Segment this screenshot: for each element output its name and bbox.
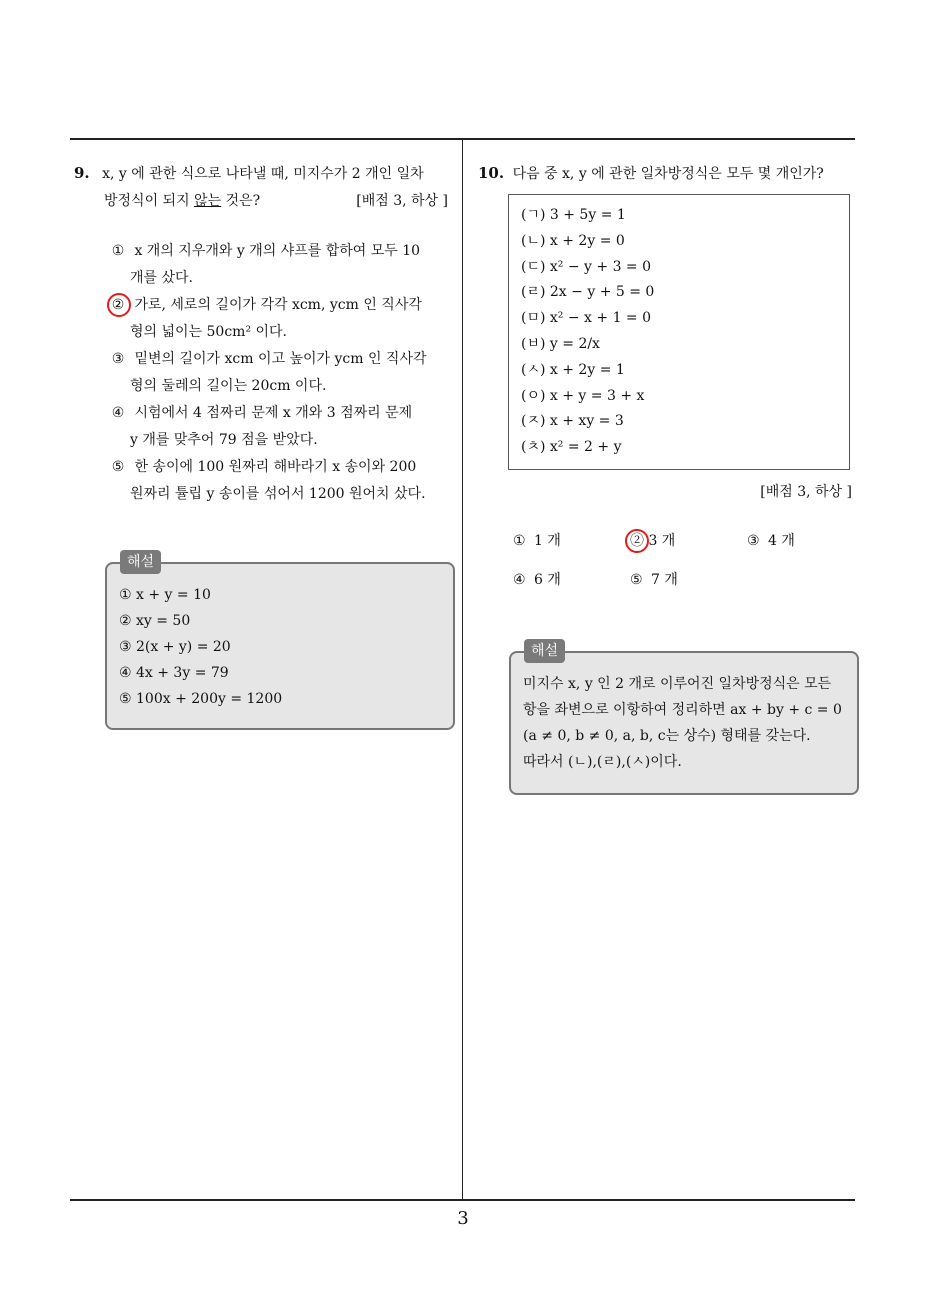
column-divider xyxy=(462,139,463,1201)
question-text-part: 것은? xyxy=(221,193,261,209)
choice-item[interactable] xyxy=(630,570,678,590)
question-9-stem xyxy=(74,160,454,188)
choice-number: ④ xyxy=(111,405,125,421)
choice-text: 가로, 세로의 길이가 각각 xcm, ycm 인 직사각 xyxy=(134,297,422,313)
choice-item[interactable] xyxy=(106,238,446,292)
question-10 xyxy=(478,160,858,188)
underlined-word: 않는 xyxy=(194,193,222,209)
page-number: 3 xyxy=(457,1208,469,1229)
explanation-line: ① x + y = 10 xyxy=(119,587,211,603)
question-9-stem-line2 xyxy=(74,188,454,215)
choice-text: 형의 둘레의 길이는 20cm 이다. xyxy=(130,378,327,394)
choice-text: 6 개 xyxy=(534,572,561,588)
choice-number: ⑤ xyxy=(111,459,125,475)
choice-text: 시험에서 4 점짜리 문제 x 개와 3 점짜리 문제 xyxy=(134,405,413,421)
explanation-line: ⑤ 100x + 200y = 1200 xyxy=(119,691,283,707)
choice-text: 밑변의 길이가 xcm 이고 높이가 ycm 인 직사각 xyxy=(134,351,427,367)
choice-number: ② xyxy=(630,533,644,549)
answer-circle-mark xyxy=(107,293,131,317)
equation-item: (ㅂ) y = 2/x xyxy=(521,335,600,352)
choice-text: 원짜리 튤립 y 송이를 섞어서 1200 원어치 샀다. xyxy=(130,486,426,502)
choice-number: ④ xyxy=(513,572,526,588)
explanation-box xyxy=(105,562,455,730)
choice-text: 한 송이에 100 원짜리 해바라기 x 송이와 200 xyxy=(134,459,417,475)
equation-list-box xyxy=(508,194,850,470)
question-text: 다음 중 x, y 에 관한 일차방정식은 모두 몇 개인가? xyxy=(512,166,824,182)
question-text-part: 방정식이 되지 xyxy=(104,193,195,209)
choice-text: 4 개 xyxy=(768,533,795,549)
choice-number: ③ xyxy=(111,351,125,367)
choice-text: 개를 샀다. xyxy=(130,270,193,286)
choice-text: 3 개 xyxy=(648,533,676,549)
choice-text: y 개를 맞추어 79 점을 받았다. xyxy=(130,432,318,448)
choice-text: 1 개 xyxy=(534,533,561,549)
explanation-box xyxy=(509,651,859,795)
choice-number: ① xyxy=(513,533,526,549)
question-9 xyxy=(74,160,454,215)
answer-circle-mark xyxy=(625,529,649,553)
choice-item[interactable] xyxy=(513,531,561,551)
choice-number: ① xyxy=(111,243,125,259)
explanation-tag: 해설 xyxy=(120,550,161,574)
question-number: 9. xyxy=(74,164,90,182)
choice-number: ⑤ xyxy=(630,572,643,588)
explanation-line: 미지수 x, y 인 2 개로 이루어진 일차방정식은 모든 xyxy=(523,676,832,692)
choice-item[interactable] xyxy=(106,346,446,400)
question-number: 10. xyxy=(478,164,505,182)
choice-item[interactable] xyxy=(106,454,446,508)
equation-item: (ㅈ) x + xy = 3 xyxy=(521,413,624,430)
score-mark: [배점 3, 하상 ] xyxy=(356,193,448,209)
equation-item: (ㄱ) 3 + 5y = 1 xyxy=(521,207,626,223)
choice-text: 형의 넓이는 50cm² 이다. xyxy=(130,324,288,340)
choice-number: ③ xyxy=(747,533,760,549)
question-9-choices xyxy=(106,238,446,508)
equation-item: (ㅅ) x + 2y = 1 xyxy=(521,361,625,378)
explanation-tag: 해설 xyxy=(524,639,565,663)
equation-item: (ㅁ) x² − x + 1 = 0 xyxy=(521,310,652,327)
explanation-line: ④ 4x + 3y = 79 xyxy=(119,665,229,681)
question-text-line1: x, y 에 관한 식으로 나타낼 때, 미지수가 2 개인 일차 xyxy=(102,166,424,182)
equation-item: (ㄴ) x + 2y = 0 xyxy=(521,232,625,249)
choice-text: x 개의 지우개와 y 개의 샤프를 합하여 모두 10 xyxy=(134,243,421,259)
equation-item: (ㅊ) x² = 2 + y xyxy=(521,439,622,456)
question-10-stem xyxy=(478,160,858,188)
choice-item[interactable] xyxy=(747,531,795,551)
choice-item[interactable] xyxy=(106,292,446,346)
explanation-line: (a ≠ 0, b ≠ 0, a, b, c는 상수) 형태를 갖는다. xyxy=(523,728,811,744)
choice-number: ② xyxy=(111,297,125,313)
choice-item[interactable] xyxy=(106,400,446,454)
explanation-line: 항을 좌변으로 이항하여 정리하면 ax + by + c = 0 xyxy=(523,702,842,718)
equation-item: (ㄹ) 2x − y + 5 = 0 xyxy=(521,284,655,301)
equation-item: (ㄷ) x² − y + 3 = 0 xyxy=(521,258,652,275)
explanation-line: 따라서 (ㄴ),(ㄹ),(ㅅ)이다. xyxy=(523,754,682,770)
bottom-rule xyxy=(70,1199,855,1201)
explanation-line: ③ 2(x + y) = 20 xyxy=(119,639,231,655)
equation-item: (ㅇ) x + y = 3 + x xyxy=(521,387,645,404)
choice-item[interactable] xyxy=(513,570,561,590)
score-mark: [배점 3, 하상 ] xyxy=(760,484,852,500)
explanation-line: ② xy = 50 xyxy=(119,613,191,629)
choice-text: 7 개 xyxy=(651,572,678,588)
